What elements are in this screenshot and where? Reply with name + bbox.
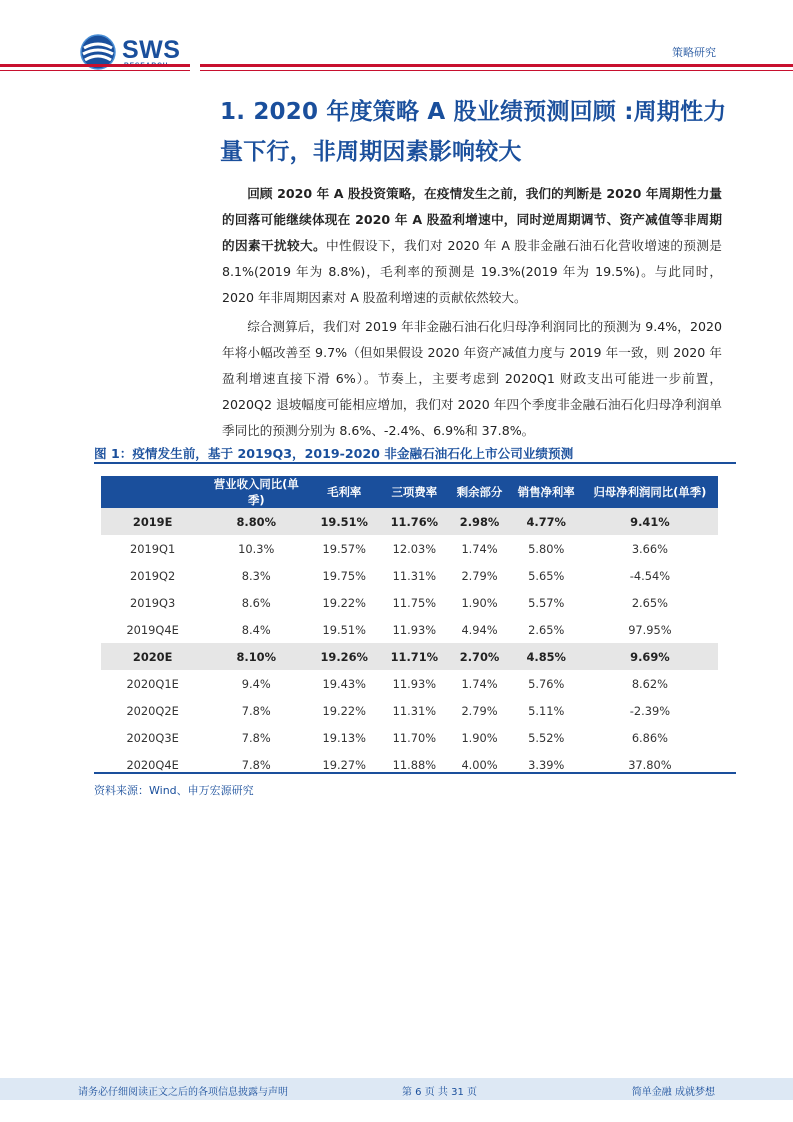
paragraph-1-normal: 中性假设下，我们对 2020 年 A 股非金融石油石化营收增速的预测是 8.1%(2019 年为 8.8%)，毛利率的预测是 19.3%(2019 年为 19.5%)。与此同时，2020 年非周期因素对 A 股盈利增速的贡献依然较大。: [222, 238, 723, 305]
table-cell: 4.94%: [461, 622, 498, 637]
table-cell: 37.80%: [628, 757, 672, 772]
table-cell: 7.8%: [241, 730, 271, 745]
header-rule: [200, 64, 793, 67]
row-label-cell: 2019E: [101, 508, 204, 535]
table-cell: 19.51%: [322, 622, 366, 637]
table-cell: 11.93%: [392, 676, 437, 691]
table-cell: 8.3%: [241, 568, 271, 583]
header-rule-thin: [0, 70, 190, 71]
table-cell: 19.57%: [322, 541, 366, 556]
table-header-cell: 剩余部分: [448, 476, 510, 508]
table-cell: 7.8%: [241, 757, 271, 772]
table-row: [101, 643, 718, 670]
table-header-cell: 营业收入同比(单季): [204, 476, 308, 508]
figure-source: 资料来源：Wind、申万宏源研究: [94, 784, 254, 797]
table-row: [101, 535, 718, 562]
table-bottom-rule: [94, 772, 736, 774]
table-cell: 2.70%: [448, 643, 510, 670]
logo-text: SWS: [122, 36, 181, 64]
page-footer: [0, 1078, 793, 1100]
table-cell: 97.95%: [628, 622, 672, 637]
table-cell: 4.77%: [511, 508, 582, 535]
paragraph-1-bold: 回顾 2020 年 A 股投资策略，在疫情发生之前，我们的判断是 2020 年周期性力量的回落可能继续体现在 2020 年 A 股盈利增速中，同时逆周期调节、资产减值等非周期的因素干扰较大。: [222, 186, 722, 253]
table-cell: 9.41%: [582, 508, 718, 535]
table-cell: 8.80%: [204, 508, 308, 535]
table-cell: 4.85%: [511, 643, 582, 670]
row-label-cell: 2020Q3E: [126, 730, 179, 745]
section-label: 策略研究: [672, 46, 716, 59]
table-cell: 19.51%: [308, 508, 380, 535]
table-cell: 1.74%: [461, 541, 498, 556]
table-cell: 10.3%: [238, 541, 275, 556]
table-cell: 11.76%: [380, 508, 448, 535]
table-cell: 1.74%: [461, 676, 498, 691]
table-cell: 5.57%: [528, 595, 565, 610]
table-cell: 19.27%: [322, 757, 366, 772]
table-cell: 11.31%: [392, 703, 437, 718]
table-cell: 11.75%: [392, 595, 437, 610]
table-cell: 4.00%: [461, 757, 498, 772]
paragraph-2: 综合测算后，我们对 2019 年非金融石油石化归母净利润同比的预测为 9.4%，2020 年将小幅改善至 9.7%（但如果假设 2020 年资产减值力度与 2019 年一致，则 2020 年盈利增速直接下滑 6%）。节奏上，主要考虑到 2020Q1 财政支出可能进一步前置，2020Q2 退坡幅度可能相应增加，我们对 2020 年四个季度非金融石油石化归母净利润单季同比的预测分别为 8.6%、-2.4%、6.9%和 37.8%。: [222, 319, 722, 438]
row-label-cell: 2020Q4E: [126, 757, 179, 772]
table-cell: 3.66%: [631, 541, 668, 556]
table-cell: 19.43%: [322, 676, 366, 691]
table-cell: 1.90%: [461, 730, 498, 745]
table-cell: 5.52%: [528, 730, 565, 745]
paragraph-1: [222, 181, 722, 311]
company-logo: [80, 34, 190, 74]
table-row: [101, 670, 718, 697]
table-cell: 3.39%: [528, 757, 565, 772]
table-cell: 9.69%: [582, 643, 718, 670]
table-cell: 19.13%: [322, 730, 366, 745]
row-label-cell: 2020Q1E: [126, 676, 179, 691]
table-row: [101, 616, 718, 643]
table-header-cell: 三项费率: [380, 476, 448, 508]
table-cell: 11.71%: [380, 643, 448, 670]
forecast-table: [101, 476, 718, 778]
table-cell: 7.8%: [241, 703, 271, 718]
table-row: [101, 508, 718, 535]
table-row: [101, 562, 718, 589]
table-header-cell: 归母净利润同比(单季): [582, 476, 718, 508]
table-header-cell: 销售净利率: [511, 476, 582, 508]
table-cell: 19.26%: [308, 643, 380, 670]
table-cell: 6.86%: [631, 730, 668, 745]
row-label-cell: 2019Q2: [130, 568, 176, 583]
table-header-row: [101, 476, 718, 508]
table-cell: 2.65%: [528, 622, 565, 637]
table-header-cell: 毛利率: [308, 476, 380, 508]
table-cell: 12.03%: [392, 541, 437, 556]
table-cell: 11.70%: [392, 730, 437, 745]
table-cell: 2.98%: [448, 508, 510, 535]
figure-rule: [94, 462, 736, 464]
row-label-cell: 2019Q1: [130, 541, 176, 556]
table-row: [101, 697, 718, 724]
table-row: [101, 589, 718, 616]
table-cell: 9.4%: [241, 676, 271, 691]
header-rule-thin: [200, 70, 793, 71]
figure-title: 图 1：疫情发生前，基于 2019Q3，2019-2020 非金融石油石化上市公司业绩预测: [94, 446, 574, 461]
table-cell: 2.79%: [461, 568, 498, 583]
row-label-cell: 2019Q4E: [126, 622, 179, 637]
table-cell: 11.88%: [392, 757, 437, 772]
row-label-cell: 2019Q3: [130, 595, 176, 610]
table-cell: 11.93%: [392, 622, 437, 637]
page-number: 第 6 页 共 31 页: [402, 1087, 477, 1098]
table-body: [101, 508, 718, 778]
table-row: [101, 724, 718, 751]
table-cell: 8.10%: [204, 643, 308, 670]
table-cell: -2.39%: [629, 703, 671, 718]
table-cell: 5.80%: [528, 541, 565, 556]
row-label-cell: 2020E: [101, 643, 204, 670]
table-cell: 1.90%: [461, 595, 498, 610]
header-rule: [0, 64, 190, 67]
table-cell: 5.65%: [528, 568, 565, 583]
table-cell: 8.6%: [241, 595, 271, 610]
table-row: [101, 751, 718, 778]
section-title: 1. 2020 年度策略 A 股业绩预测回顾 :周期性力量下行，非周期因素影响较大: [220, 99, 727, 165]
table-cell: 19.22%: [322, 595, 366, 610]
table-cell: 5.11%: [528, 703, 565, 718]
table-cell: 19.75%: [322, 568, 366, 583]
footer-disclaimer: 请务必仔细阅读正文之后的各项信息披露与声明: [78, 1087, 288, 1098]
table-cell: 2.79%: [461, 703, 498, 718]
table-cell: 11.31%: [392, 568, 437, 583]
table-cell: 19.22%: [322, 703, 366, 718]
table-cell: 8.62%: [631, 676, 668, 691]
table-cell: 8.4%: [241, 622, 271, 637]
table-cell: -4.54%: [629, 568, 671, 583]
table-cell: 5.76%: [528, 676, 565, 691]
table-header-cell: [101, 476, 204, 508]
table-cell: 2.65%: [631, 595, 668, 610]
footer-slogan: 简单金融 成就梦想: [631, 1087, 715, 1098]
row-label-cell: 2020Q2E: [126, 703, 179, 718]
